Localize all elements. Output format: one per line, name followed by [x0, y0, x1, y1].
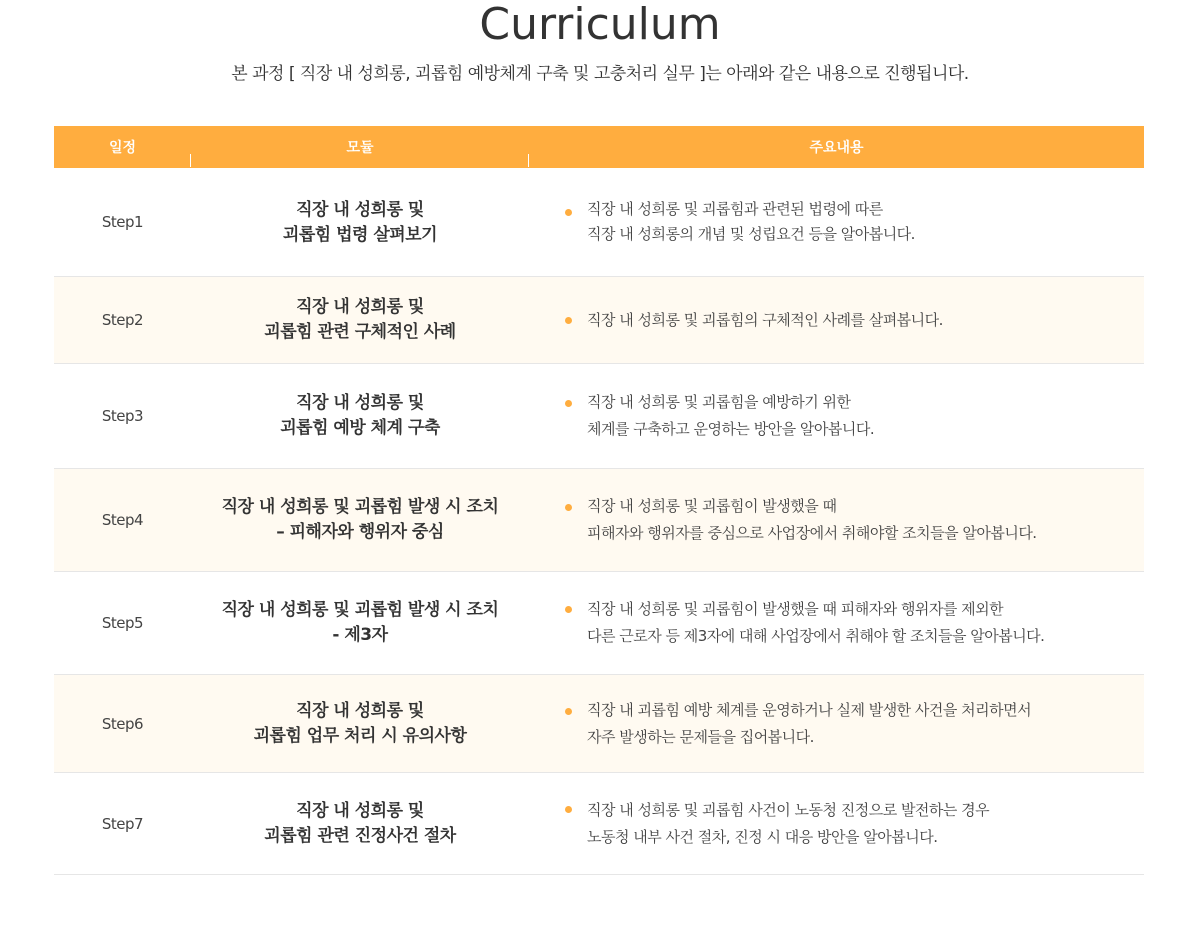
module-description: 직장 내 성희롱 및 괴롭힘이 발생했을 때 피해자와 행위자를 중심으로 사업장에서 취해야할 조치들을 알아봅니다. — [529, 469, 1144, 571]
module-description: 직장 내 성희롱 및 괴롭힘과 관련된 법령에 따른 직장 내 성희롱의 개념 및 성립요건 등을 알아봅니다. — [529, 168, 1144, 276]
table-row — [54, 773, 1144, 875]
step-label: Step4 — [101, 511, 144, 529]
step-label: Step7 — [101, 814, 144, 833]
table-row — [54, 572, 1144, 675]
bullet-icon — [565, 317, 572, 324]
module-description: 직장 내 괴롭힘 예방 체계를 운영하거나 실제 발생한 사건을 처리하면서 자주 발생하는 문제들을 집어봅니다. — [529, 675, 1144, 772]
bullet-icon — [565, 400, 572, 407]
step-label: Step6 — [101, 714, 144, 733]
module-description: 직장 내 성희롱 및 괴롭힘이 발생했을 때 피해자와 행위자를 제외한 다른 근로자 등 제3자에 대해 사업장에서 취해야 할 조치들을 알아봅니다. — [529, 572, 1144, 674]
table-row — [54, 168, 1144, 277]
module-title: 직장 내 성희롱 및 괴롭힘 관련 진정사건 절차 — [264, 800, 456, 846]
step-label: Step2 — [101, 311, 144, 329]
module-title: 직장 내 성희롱 및 괴롭힘 관련 구체적인 사례 — [264, 297, 456, 342]
module-title: 직장 내 성희롱 및 괴롭힘 발생 시 조치 - 제3자 — [221, 600, 499, 645]
step-label: Step3 — [101, 407, 144, 425]
module-title: 직장 내 성희롱 및 괴롭힘 업무 처리 시 유의사항 — [253, 700, 467, 746]
module-title: 직장 내 성희롱 및 괴롭힘 발생 시 조치 – 피해자와 행위자 중심 — [221, 497, 499, 542]
module-title: 직장 내 성희롱 및 괴롭힘 법령 살펴보기 — [282, 200, 438, 245]
curriculum-table — [54, 126, 1144, 875]
bullet-icon — [565, 708, 572, 715]
table-row — [54, 277, 1144, 364]
bullet-icon — [565, 209, 572, 216]
table-row — [54, 364, 1144, 469]
bullet-icon — [565, 606, 572, 613]
header-module: 모듈 — [191, 126, 529, 168]
page-title: Curriculum — [479, 0, 721, 50]
table-row — [54, 675, 1144, 773]
table-row — [54, 469, 1144, 572]
bullet-icon — [565, 504, 572, 511]
header-content: 주요내용 — [809, 140, 864, 156]
table-header — [54, 126, 1144, 168]
module-description: 직장 내 성희롱 및 괴롭힘을 예방하기 위한 체계를 구축하고 운영하는 방안을 알아봅니다. — [529, 364, 1144, 468]
step-label: Step5 — [101, 614, 144, 632]
module-title: 직장 내 성희롱 및 괴롭힘 예방 체계 구축 — [280, 393, 440, 438]
bullet-icon — [565, 806, 572, 813]
header-schedule: 일정 — [54, 126, 191, 168]
step-label: Step1 — [101, 213, 144, 231]
module-description: 직장 내 성희롱 및 괴롭힘의 구체적인 사례를 살펴봅니다. — [529, 277, 1144, 363]
module-description: 직장 내 성희롱 및 괴롭힘 사건이 노동청 진정으로 발전하는 경우 노동청 내부 사건 절차, 진정 시 대응 방안을 알아봅니다. — [529, 773, 1144, 874]
page-subtitle: 본 과정 [ 직장 내 성희롱, 괴롭힘 예방체계 구축 및 고충처리 실무 ]는 아래와 같은 내용으로 진행됩니다. — [231, 64, 969, 84]
